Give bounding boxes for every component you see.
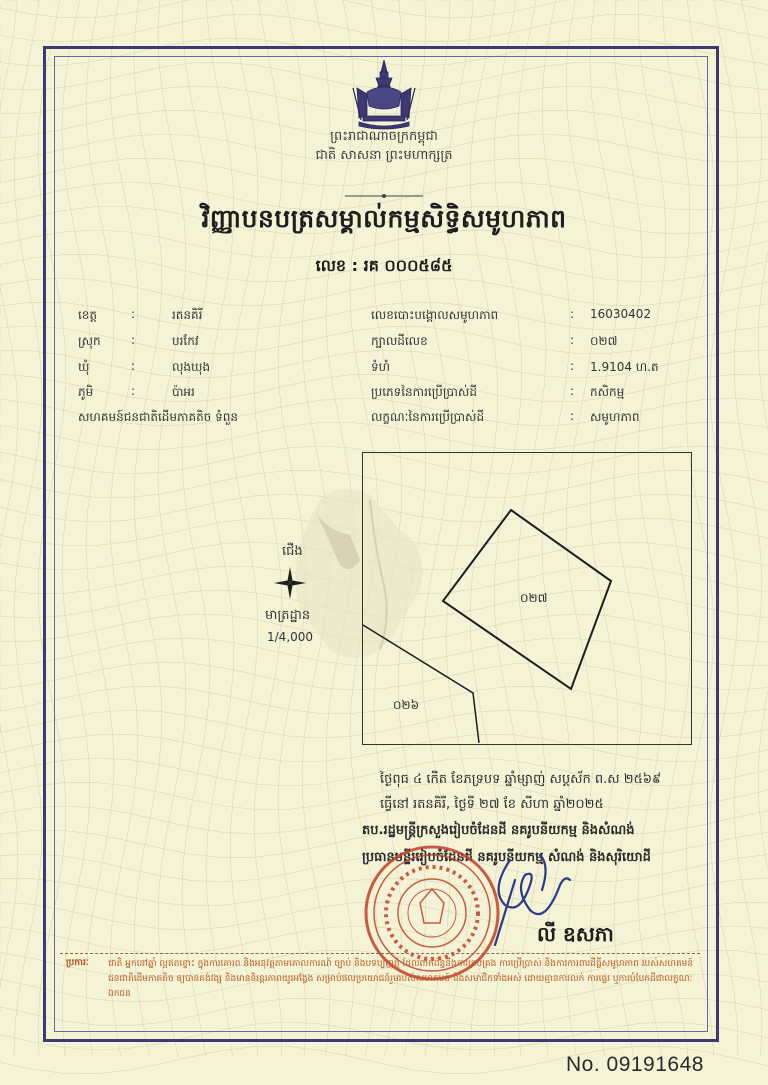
colon-separator: : [570,384,575,398]
signer-name: លី ឧសភា [537,922,614,946]
north-label: ជើង [282,544,303,559]
field-value-land-use-nature: សមូហភាព [590,410,640,424]
colon-separator: : [570,307,575,321]
kingdom-name: ព្រះរាជាណាចក្រកម្ពុជា [330,129,438,144]
footnote-divider [60,953,700,954]
lunar-date: ថ្ងៃពុធ ៤ កើត ខែភទ្របទ ឆ្នាំម្សាញ់ សប្តស័ក ព.ស ២៥៦៩ [380,772,662,787]
field-label-collective-id: លេខបោះបង្គោលសមូហភាព [371,308,499,322]
field-label-land-use-type: ប្រភេទនៃការប្រើប្រាស់ដី [371,385,477,399]
colon-separator: : [131,307,136,321]
field-value-parcel-number: ០២៧ [590,334,618,348]
field-value-commune: លុងឃុង [172,360,211,374]
field-value-land-use-type: កសិកម្ម [590,385,625,399]
field-label-district: ស្រុក [78,334,101,348]
royal-crest-icon [349,58,419,130]
parcel-adjacent-label: ០២៦ [393,698,420,712]
field-value-village: ប៉ាអរ [172,385,195,399]
ornament-divider [345,192,423,200]
colon-separator: : [131,359,136,373]
field-value-area: 1.9104 ហ.ត [590,360,659,374]
certificate-title: វិញ្ញាបនបត្រសម្គាល់កម្មសិទ្ធិសមូហភាព [201,204,567,233]
compass-rose-icon [274,567,306,599]
solar-date: ធ្វើនៅ រតនគិរី, ថ្ងៃទី ២៧ ខែ សីហា ឆ្នាំ២០២៥ [380,797,604,812]
field-value-collective-id: 16030402 [590,307,652,321]
footnote-text: ជាតិ អ្នកនៅឆ្នាំ ល្អឥតខ្ចោះ ក្នុងការគោរព និងអនុវត្តតាមគោលការណ៍ ច្បាប់ និងបទប្បញ្ញត្តិ ដែលពាក់ព័ន្ធនឹងការគ្រប់គ្រង ការប្រើប្រាស់ និងការការពារដីធ្លីសមូហភាព របស់សហគមន៍ជនជាតិដើមភាគតិច ឲ្យបានគង់វង្ស និងមាននិរន្តរភាពយូរអង្វែង សម្រាប់ផលប្រយោជន៍រួមរបស់សហគមន៍ និងសមាជិកទាំងអស់ ដោយគ្មានការលក់ ការផ្ទេរ ឬការបំបែកដីជាលក្ខណៈឯកជន [108,959,694,999]
field-value-province: រតនគិរី [172,308,203,322]
signatory-title-line1: តប.រដ្ឋមន្ត្រីក្រសួងរៀបចំដែនដី នគរូបនីយកម្ម និងសំណង់ [362,823,635,838]
parcel-026-boundary [363,625,479,743]
community-name: សហគមន៍ជនជាតិដើមភាគតិច ទំពួន [78,410,238,424]
colon-separator: : [131,333,136,347]
parcel-map [362,452,692,745]
national-motto: ជាតិ សាសនា ព្រះមហាក្សត្រ [315,148,453,163]
colon-separator: : [570,333,575,347]
colon-separator: : [570,409,575,423]
field-label-area: ទំហំ [371,360,391,374]
colon-separator: : [131,384,136,398]
field-value-district: បរកែវ [172,334,199,348]
serial-number: No. 09191648 [566,1053,704,1076]
footnote-label: ប្រការៈ [66,958,89,968]
field-label-land-use-nature: លក្ខណៈនៃការប្រើប្រាស់ដី [371,410,485,424]
field-label-parcel-number: ក្បាលដីលេខ [371,334,428,348]
field-label-commune: ឃុំ [78,360,90,374]
colon-separator: : [570,359,575,373]
field-label-village: ភូមិ [78,385,94,399]
certificate-number: លេខ : រគ ០០០៥៨៥ [315,256,453,275]
scale-label: មាត្រដ្ឋាន [265,608,311,623]
scale-value: 1/4,000 [267,630,314,644]
field-label-province: ខេត្ត [78,308,98,322]
signatory-title-line2: ប្រធានមន្ទីររៀបចំដែនដី នគរូបនីយកម្ម សំណង់ និងសុរិយោដី [362,850,651,865]
parcel-main-label: ០២៧ [520,591,548,605]
